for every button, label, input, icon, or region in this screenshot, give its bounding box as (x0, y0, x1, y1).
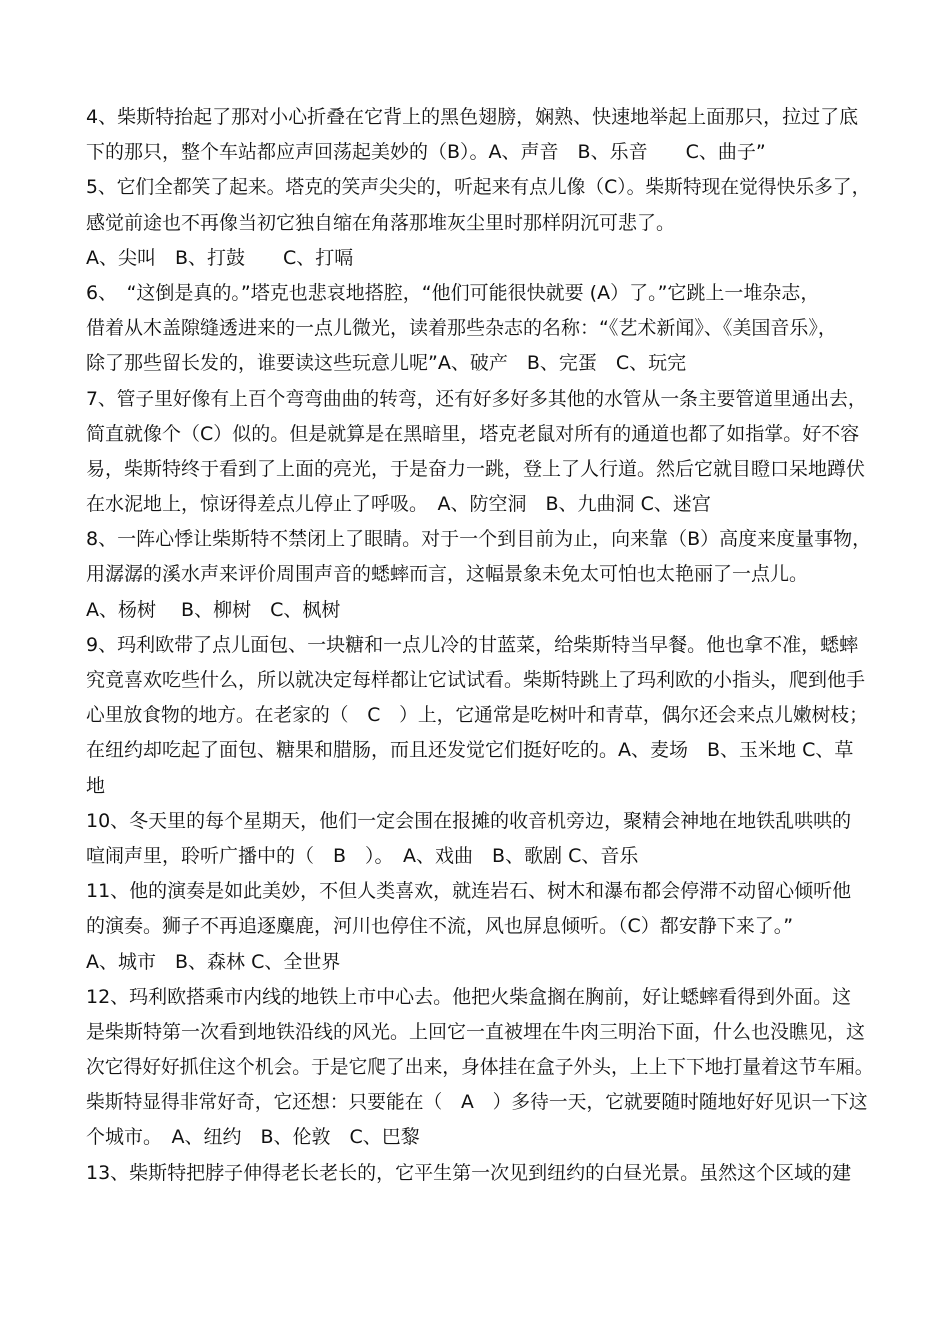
text-line: 易，柴斯特终于看到了上面的亮光，于是奋力一跳，登上了人行道。然后它就目瞪口呆地蹲伏 (86, 457, 866, 480)
text-line: 是柴斯特第一次看到地铁沿线的风光。上回它一直被埋在牛肉三明治下面，什么也没瞧见，这 (86, 1020, 866, 1043)
text-line: 简直就像个（C）似的。但是就算是在黑暗里，塔克老鼠对所有的通道也都了如指掌。好不容 (86, 422, 860, 445)
text-line: 11、他的演奏是如此美妙，不但人类喜欢，就连岩石、树木和瀑布都会停滞不动留心倾听他 (86, 880, 852, 903)
text-line: 个城市。 A、纽约 B、伦敦 C、巴黎 (86, 1126, 420, 1149)
text-line: 究竟喜欢吃些什么，所以就决定每样都让它试试看。柴斯特跳上了玛利欧的小指头，爬到他手 (86, 669, 866, 691)
text-line: 10、冬天里的每个星期天，他们一定会围在报摊的收音机旁边，聚精会神地在地铁乱哄哄的 (86, 809, 852, 832)
text-line: 感觉前途也不再像当初它独自缩在角落那堆灰尘里时那样阴沉可悲了。 (86, 211, 676, 234)
text-line: 13、柴斯特把脖子伸得老长老长的，它平生第一次见到纽约的白昼光景。虽然这个区域的建 (86, 1161, 852, 1184)
text-line: 在水泥地上，惊讶得差点儿停止了呼吸。 A、防空洞 B、九曲洞 C、迷宫 (86, 493, 711, 516)
text-line: 柴斯特显得非常好奇，它还想：只要能在（ A ）多待一天，它就要随时随地好好见识一下这 (86, 1092, 868, 1114)
text-line: 9、玛利欧带了点儿面包、一块糖和一点儿冷的甘蓝菜，给柴斯特当早餐。他也拿不准，蟋蟀 (86, 633, 859, 656)
text-line: A、杨树 B、柳树 C、枫树 (86, 598, 341, 621)
document-body (86, 100, 876, 1191)
text-line: 地 (86, 774, 106, 797)
text-line: A、尖叫 B、打鼓 C、打嗝 (86, 246, 354, 269)
text-line: 用潺潺的溪水声来评价周围声音的蟋蟀而言，这幅景象未免太可怕也太艳丽了一点儿。 (86, 563, 809, 586)
text-line: 7、管子里好像有上百个弯弯曲曲的转弯，还有好多好多其他的水管从一条主要管道里通出去， (86, 388, 867, 410)
text-line: 的演奏。狮子不再追逐麋鹿，河川也停住不流，风也屏息倾听。（C）都安静下来了。” (86, 915, 794, 938)
text-line: 5、它们全都笑了起来。塔克的笑声尖尖的，听起来有点儿像（C）。柴斯特现在觉得快乐多了， (86, 177, 871, 199)
text-line: 8、一阵心悸让柴斯特不禁闭上了眼睛。对于一个到目前为止，向来靠（B）高度来度量事物， (86, 528, 872, 551)
text-line: 次它得好好抓住这个机会。于是它爬了出来，身体挂在盒子外头，上上下下地打量着这节车厢。 (86, 1057, 874, 1079)
text-line: 心里放食物的地方。在老家的（ C ）上，它通常是吃树叶和青草，偶尔还会来点儿嫩树枝； (86, 705, 868, 727)
text-line: 下的那只，整个车站都应声回荡起美妙的（B）。A、声音 B、乐音 C、曲子” (86, 141, 766, 164)
text-line: A、城市 B、森林 C、全世界 (86, 950, 341, 973)
text-line: 除了那些留长发的，谁要读这些玩意儿呢”A、破产 B、完蛋 C、玩完 (86, 352, 687, 375)
text-line: 12、玛利欧搭乘市内线的地铁上市中心去。他把火柴盒搁在胸前，好让蟋蟀看得到外面。这 (86, 985, 852, 1008)
text-line: 喧闹声里，聆听广播中的（ B ）。 A、戏曲 B、歌剧 C、音乐 (86, 844, 639, 867)
text-line: 在纽约却吃起了面包、糖果和腊肠，而且还发觉它们挺好吃的。A、麦场 B、玉米地 C、草 (86, 739, 854, 762)
text-line: 4、柴斯特抬起了那对小心折叠在它背上的黑色翅膀，娴熟、快速地举起上面那只，拉过了底 (86, 106, 859, 128)
text-line: 6、 “这倒是真的。”塔克也悲哀地搭腔，“他们可能很快就要 (A）了。”它跳上一堆杂志， (86, 281, 820, 304)
text-line: 借着从木盖隙缝透进来的一点儿微光，读着那些杂志的名称：“《艺术新闻》、《美国音乐》， (86, 317, 837, 340)
